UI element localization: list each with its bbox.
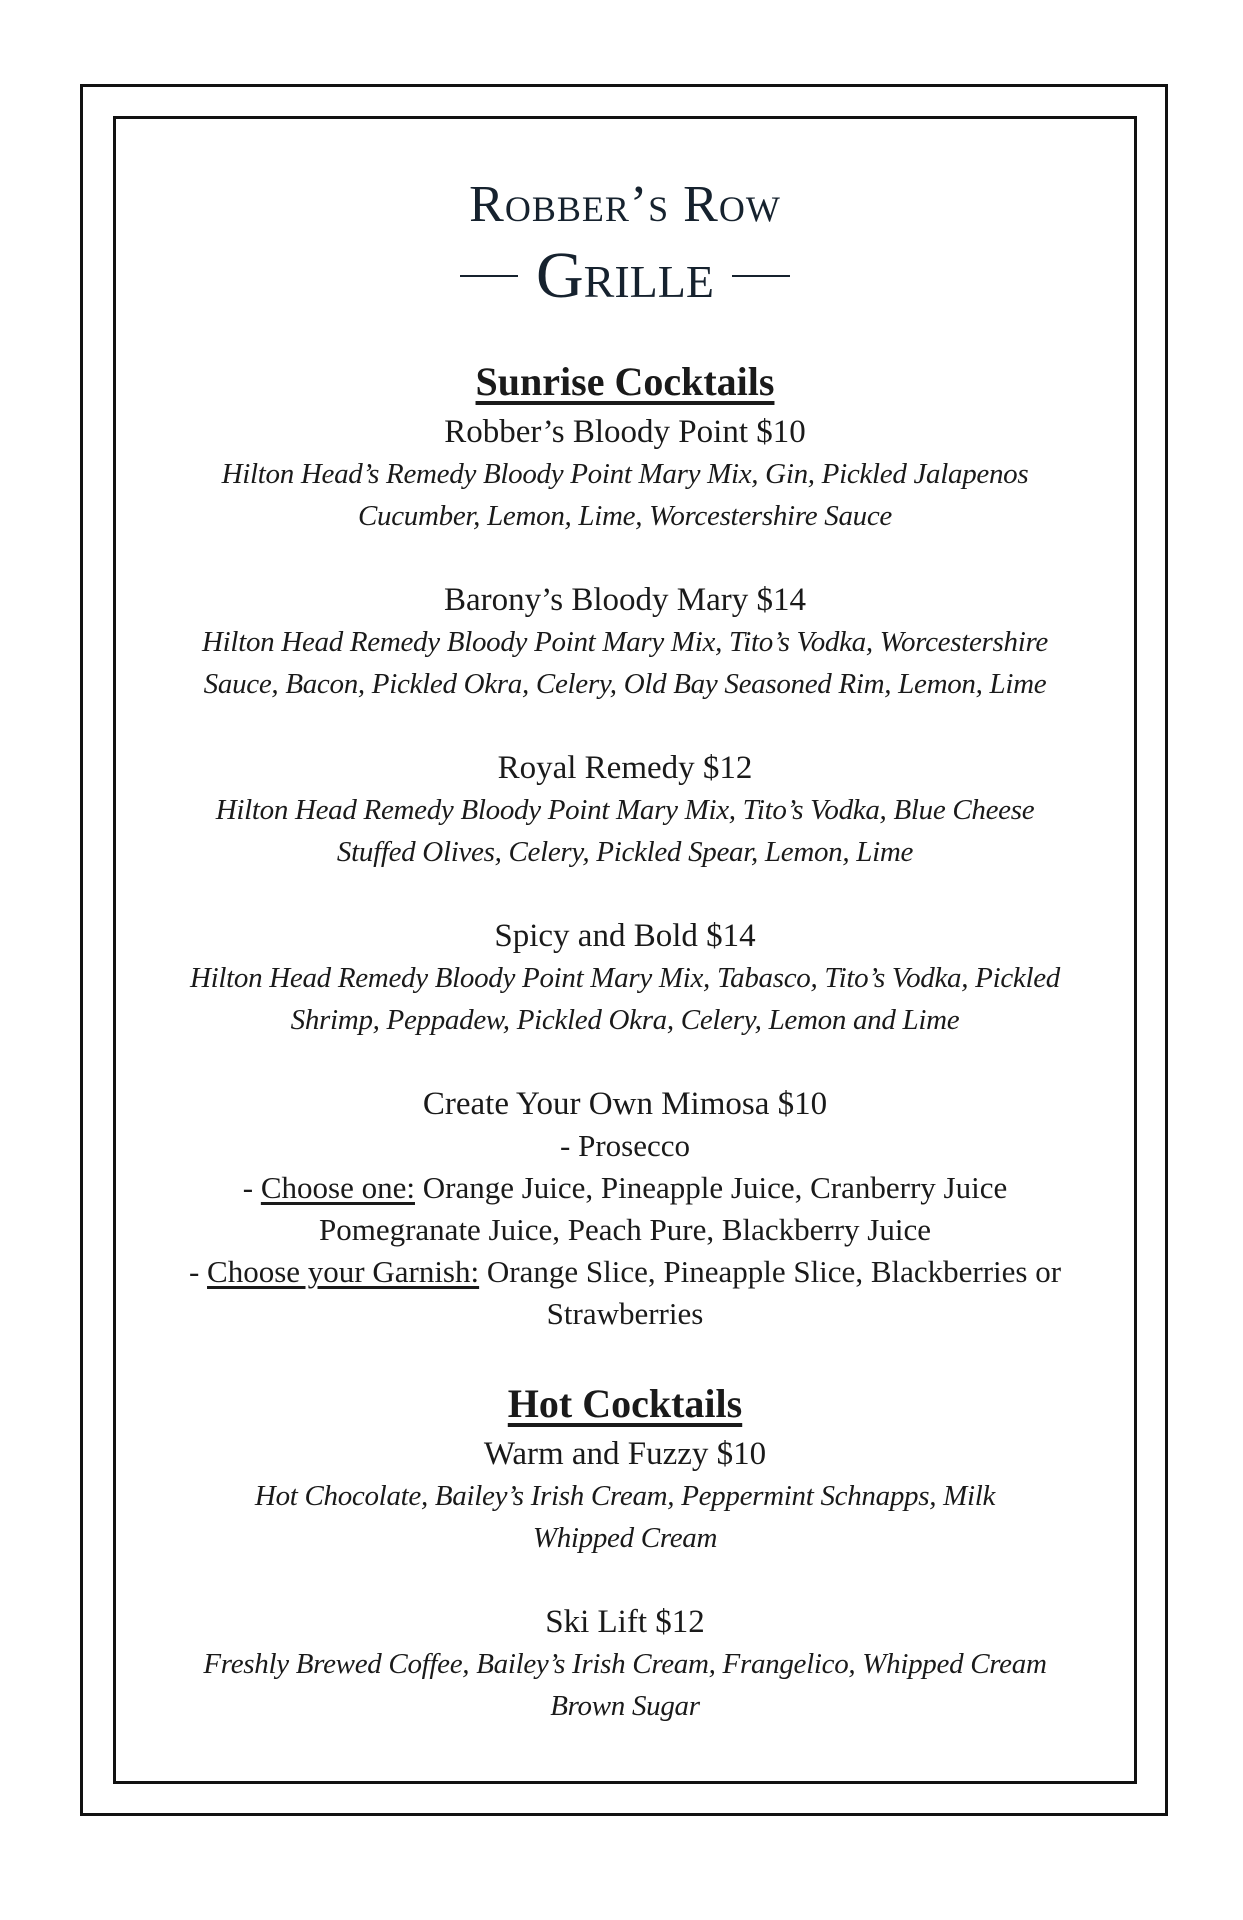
dash-prefix: - bbox=[188, 1254, 208, 1289]
menu-item-spicy-and-bold bbox=[116, 915, 1134, 1041]
item-name: Create Your Own Mimosa $10 bbox=[422, 1086, 828, 1122]
logo-line-2 bbox=[116, 239, 1134, 312]
menu-item-royal-remedy bbox=[116, 747, 1134, 873]
menu-item-create-your-own-mimosa bbox=[116, 1083, 1134, 1335]
item-name: Barony’s Bloody Mary $14 bbox=[443, 582, 807, 618]
item-description: Cucumber, Lemon, Lime, Worcestershire Sauce bbox=[357, 500, 892, 532]
choose-one-label: Choose one: bbox=[260, 1170, 415, 1205]
mimosa-option-juice bbox=[116, 1167, 1134, 1209]
item-description: Hilton Head Remedy Bloody Point Mary Mix, Tito’s Vodka, Worcestershire bbox=[202, 626, 1048, 658]
logo-line-1: Robber’s Row bbox=[469, 176, 781, 233]
item-description: Stuffed Olives, Celery, Pickled Spear, Lemon, Lime bbox=[336, 836, 914, 868]
restaurant-logo bbox=[116, 176, 1134, 312]
item-description: Brown Sugar bbox=[550, 1690, 700, 1722]
logo-word-grille: Grille bbox=[536, 239, 714, 312]
item-description: Shrimp, Peppadew, Pickled Okra, Celery, Lemon and Lime bbox=[290, 1004, 960, 1036]
dash-prefix: - bbox=[242, 1170, 261, 1205]
logo-dash-right bbox=[732, 275, 790, 277]
item-description: Hilton Head’s Remedy Bloody Point Mary Mix, Gin, Pickled Jalapenos bbox=[221, 458, 1029, 490]
item-description: Hot Chocolate, Bailey’s Irish Cream, Peppermint Schnapps, Milk bbox=[254, 1480, 996, 1512]
item-name: Spicy and Bold $14 bbox=[494, 918, 756, 954]
menu-content bbox=[116, 119, 1134, 1727]
menu-item-warm-and-fuzzy bbox=[116, 1433, 1134, 1559]
item-name: Warm and Fuzzy $10 bbox=[483, 1436, 767, 1472]
garnish-options: Orange Slice, Pineapple Slice, Blackberries or bbox=[479, 1254, 1062, 1289]
item-name: Royal Remedy $12 bbox=[497, 750, 753, 786]
item-description: Hilton Head Remedy Bloody Point Mary Mix, Tito’s Vodka, Blue Cheese bbox=[215, 794, 1035, 826]
item-name: Ski Lift $12 bbox=[545, 1604, 705, 1640]
menu-item-ski-lift bbox=[116, 1601, 1134, 1727]
mimosa-option-prosecco: - Prosecco bbox=[560, 1128, 690, 1163]
mimosa-option-garnish-cont: Strawberries bbox=[546, 1296, 704, 1331]
item-description: Whipped Cream bbox=[532, 1522, 718, 1554]
mimosa-option-garnish bbox=[116, 1251, 1134, 1293]
section-title-hot: Hot Cocktails bbox=[507, 1381, 743, 1426]
item-description: Freshly Brewed Coffee, Bailey’s Irish Cream, Frangelico, Whipped Cream bbox=[203, 1648, 1047, 1680]
menu-item-robbers-bloody-point bbox=[116, 411, 1134, 537]
juice-options: Orange Juice, Pineapple Juice, Cranberry Juice bbox=[414, 1170, 1008, 1205]
section-title-sunrise: Sunrise Cocktails bbox=[475, 359, 775, 404]
choose-garnish-label: Choose your Garnish: bbox=[207, 1254, 480, 1289]
logo-dash-left bbox=[460, 275, 518, 277]
item-name: Robber’s Bloody Point $10 bbox=[444, 414, 806, 450]
menu-item-baronys-bloody-mary bbox=[116, 579, 1134, 705]
mimosa-option-juice-cont: Pomegranate Juice, Peach Pure, Blackberry Juice bbox=[318, 1212, 932, 1247]
item-description: Sauce, Bacon, Pickled Okra, Celery, Old Bay Seasoned Rim, Lemon, Lime bbox=[203, 668, 1047, 700]
item-description: Hilton Head Remedy Bloody Point Mary Mix, Tabasco, Tito’s Vodka, Pickled bbox=[189, 962, 1060, 994]
